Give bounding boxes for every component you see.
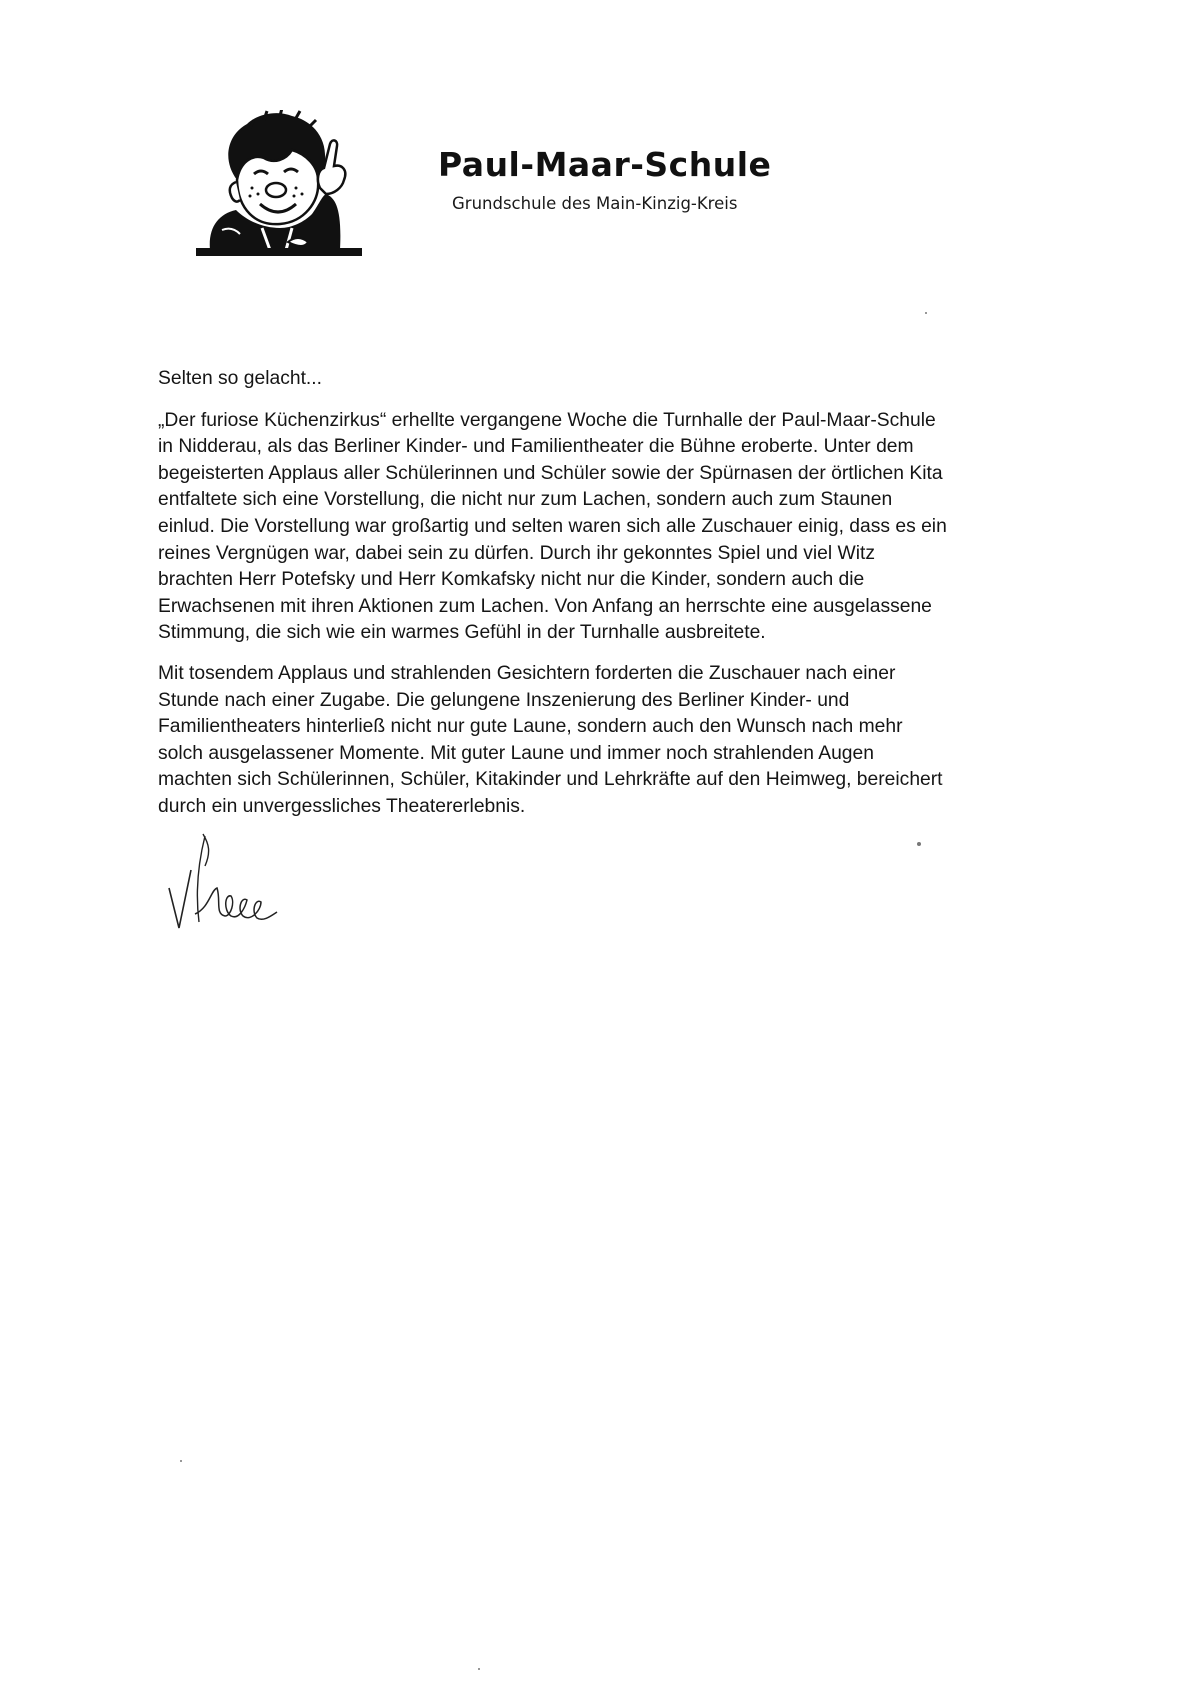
school-name: Paul-Maar-Schule xyxy=(438,145,772,184)
scan-speck xyxy=(478,1668,480,1670)
scan-speck xyxy=(925,312,927,314)
letter-body xyxy=(158,366,1058,835)
letter-greeting: Selten so gelacht... xyxy=(158,368,322,389)
letter-paragraph-1: „Der furiose Küchenzirkus“ erhellte vergangene Woche die Turnhalle der Paul-Maar-Schule in Nidderau, als das Berliner Kinder- und Familientheater die Bühne eroberte. Unter dem begeisterten Applaus aller Schülerinnen und Schüler sowie der Spürnasen der örtlichen Kita entfaltete sich eine Vorstellung, die nicht nur zum Lachen, sondern auch zum Staunen einlud. Die Vorstellung war großartig und selten waren sich alle Zuschauer einig, dass es ein reines Vergnügen war, dabei sein zu dürfen. Durch ihr gekonntes Spiel und viel Witz brachten Herr Potefsky und Herr Komkafsky nicht nur die Kinder, sondern auch die Erwachsenen mit ihren Aktionen zum Lachen. Von Anfang an herrschte eine ausgelassene Stimmung, die sich wie ein warmes Gefühl in der Turnhalle ausbreitete. xyxy=(158,409,947,644)
scan-speck xyxy=(180,1460,182,1462)
school-subtitle: Grundschule des Main-Kinzig-Kreis xyxy=(452,194,738,213)
letter-paragraph-2: Mit tosendem Applaus und strahlenden Gesichtern forderten die Zuschauer nach einer Stunde nach einer Zugabe. Die gelungene Inszenierung des Berliner Kinder- und Familientheaters hinterließ nicht nur gute Laune, sondern auch den Wunsch nach mehr solch ausgelassener Momente. Mit guter Laune und immer noch strahlenden Augen machten sich Schülerinnen, Schüler, Kitakinder und Lehrkräfte auf den Heimweg, bereichert durch ein unvergessliches Theatererlebnis. xyxy=(158,662,943,817)
scan-speck xyxy=(917,842,921,846)
cartoon-boy-icon xyxy=(192,110,364,256)
handwritten-signature xyxy=(165,830,295,935)
